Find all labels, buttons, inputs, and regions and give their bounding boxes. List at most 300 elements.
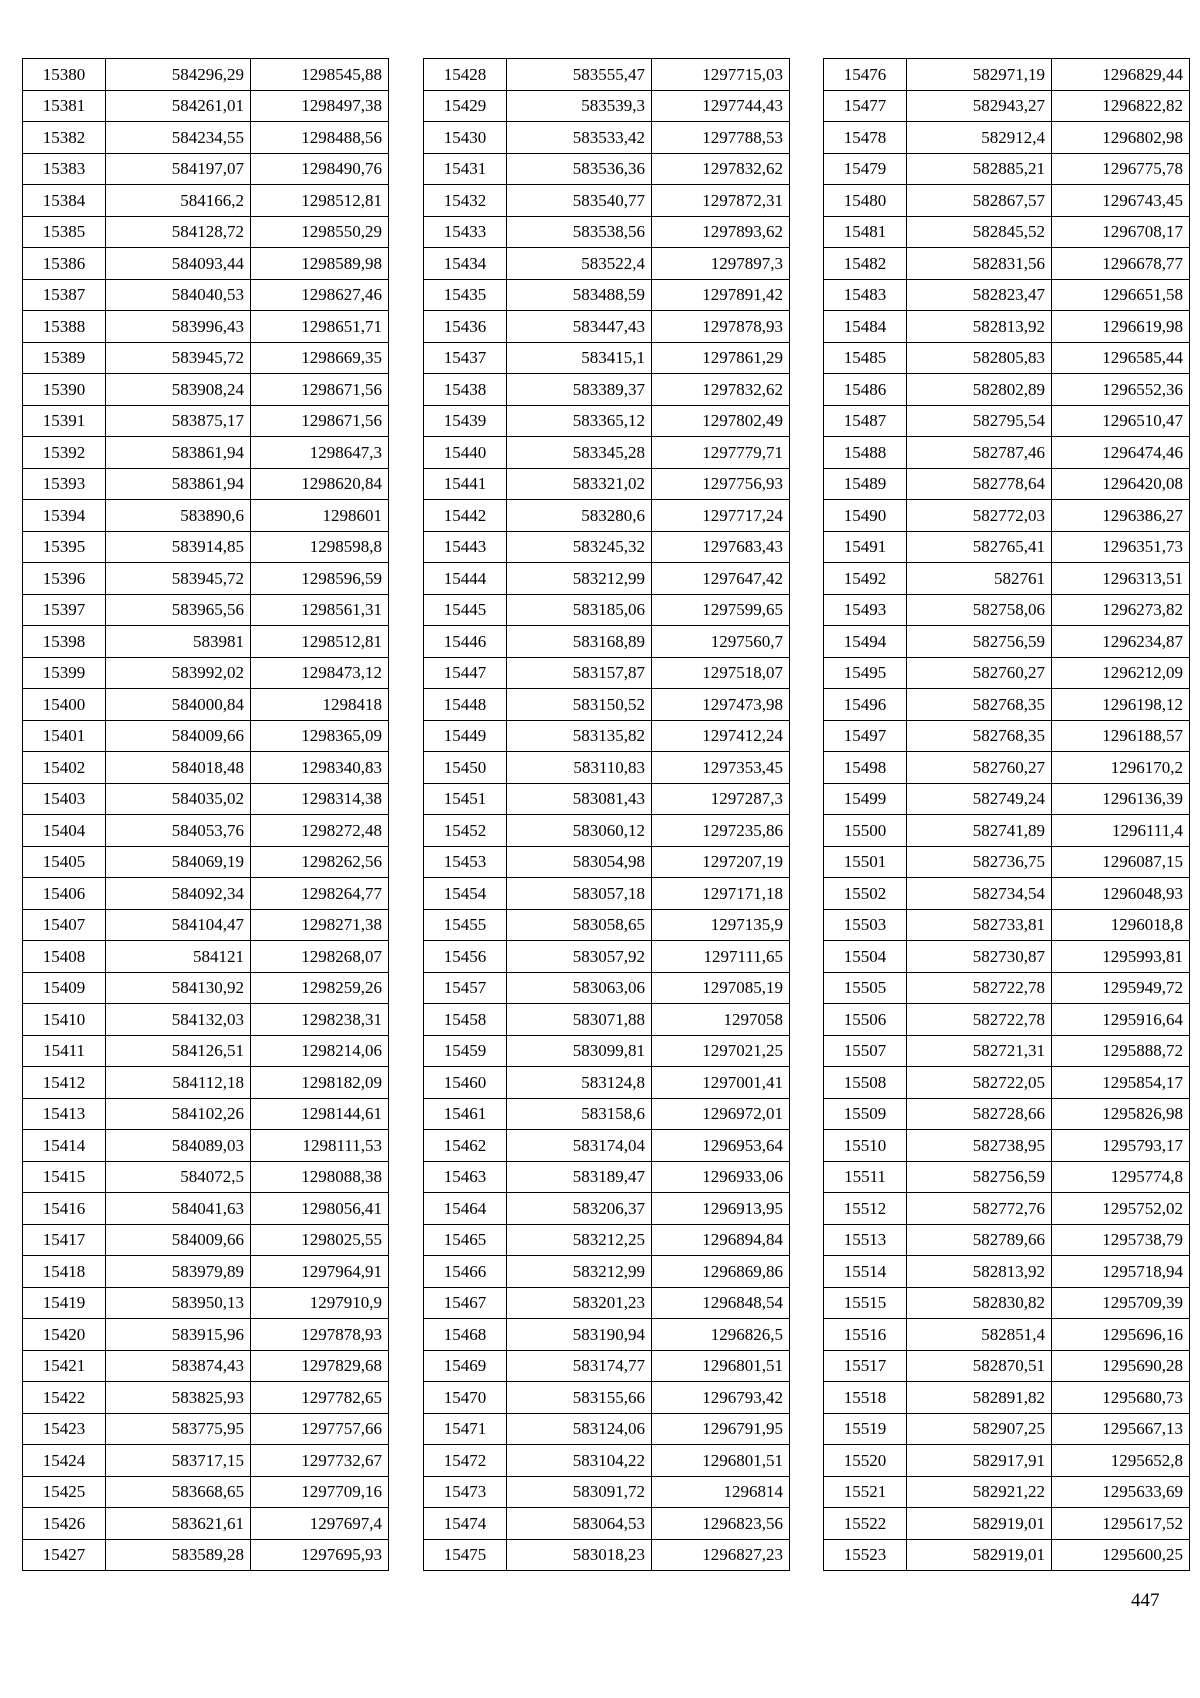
table-row: [23, 1382, 389, 1414]
x-coordinate-cell: 582943,27: [907, 90, 1052, 122]
point-number-cell: 15453: [424, 846, 507, 878]
point-number-cell: 15468: [424, 1319, 507, 1351]
point-number-cell: 15481: [824, 216, 907, 248]
y-coordinate-cell: 1297697,4: [251, 1508, 389, 1540]
point-number-cell: 15441: [424, 468, 507, 500]
y-coordinate-cell: 1298651,71: [251, 311, 389, 343]
table-row: [824, 1098, 1190, 1130]
x-coordinate-cell: 583825,93: [106, 1382, 251, 1414]
point-number-cell: 15381: [23, 90, 106, 122]
table-row: [23, 1161, 389, 1193]
table-row: [424, 752, 790, 784]
y-coordinate-cell: 1298473,12: [251, 657, 389, 689]
x-coordinate-cell: 584009,66: [106, 1224, 251, 1256]
y-coordinate-cell: 1296198,12: [1052, 689, 1190, 721]
table-row: [424, 1413, 790, 1445]
x-coordinate-cell: 583488,59: [507, 279, 652, 311]
point-number-cell: 15493: [824, 594, 907, 626]
x-coordinate-cell: 582912,4: [907, 122, 1052, 154]
table-row: [824, 720, 1190, 752]
table-row: [424, 531, 790, 563]
table-row: [424, 311, 790, 343]
x-coordinate-cell: 583212,99: [507, 563, 652, 595]
table-row: [824, 1004, 1190, 1036]
table-row: [824, 216, 1190, 248]
point-number-cell: 15425: [23, 1476, 106, 1508]
table-row: [424, 1193, 790, 1225]
x-coordinate-cell: 583212,25: [507, 1224, 652, 1256]
page-number: 447: [1131, 1590, 1160, 1611]
x-coordinate-cell: 583058,65: [507, 909, 652, 941]
table-row: [824, 909, 1190, 941]
table-row: [424, 815, 790, 847]
table-row: [23, 941, 389, 973]
x-coordinate-cell: 583124,06: [507, 1413, 652, 1445]
point-number-cell: 15397: [23, 594, 106, 626]
y-coordinate-cell: 1296170,2: [1052, 752, 1190, 784]
y-coordinate-cell: 1296953,64: [652, 1130, 790, 1162]
point-number-cell: 15485: [824, 342, 907, 374]
y-coordinate-cell: 1297832,62: [652, 153, 790, 185]
table-row: [824, 1035, 1190, 1067]
point-number-cell: 15388: [23, 311, 106, 343]
point-number-cell: 15387: [23, 279, 106, 311]
table-row: [23, 1287, 389, 1319]
x-coordinate-cell: 582722,78: [907, 1004, 1052, 1036]
point-number-cell: 15380: [23, 59, 106, 91]
x-coordinate-cell: 584166,2: [106, 185, 251, 217]
point-number-cell: 15390: [23, 374, 106, 406]
y-coordinate-cell: 1296018,8: [1052, 909, 1190, 941]
x-coordinate-cell: 583539,3: [507, 90, 652, 122]
x-coordinate-cell: 583158,6: [507, 1098, 652, 1130]
y-coordinate-cell: 1296972,01: [652, 1098, 790, 1130]
table-row: [23, 815, 389, 847]
table-row: [824, 1445, 1190, 1477]
table-row: [23, 909, 389, 941]
y-coordinate-cell: 1295600,25: [1052, 1539, 1190, 1571]
x-coordinate-cell: 583915,96: [106, 1319, 251, 1351]
point-number-cell: 15421: [23, 1350, 106, 1382]
y-coordinate-cell: 1296814: [652, 1476, 790, 1508]
point-number-cell: 15429: [424, 90, 507, 122]
table-row: [424, 1287, 790, 1319]
coordinate-table-2: [423, 58, 790, 1571]
y-coordinate-cell: 1295916,64: [1052, 1004, 1190, 1036]
point-number-cell: 15512: [824, 1193, 907, 1225]
table-row: [424, 153, 790, 185]
x-coordinate-cell: 583540,77: [507, 185, 652, 217]
x-coordinate-cell: 584128,72: [106, 216, 251, 248]
y-coordinate-cell: 1298259,26: [251, 972, 389, 1004]
table-row: [824, 1476, 1190, 1508]
point-number-cell: 15413: [23, 1098, 106, 1130]
table-row: [23, 216, 389, 248]
table-row: [824, 374, 1190, 406]
x-coordinate-cell: 583965,56: [106, 594, 251, 626]
y-coordinate-cell: 1296829,44: [1052, 59, 1190, 91]
x-coordinate-cell: 583533,42: [507, 122, 652, 154]
point-number-cell: 15412: [23, 1067, 106, 1099]
x-coordinate-cell: 582917,91: [907, 1445, 1052, 1477]
y-coordinate-cell: 1298340,83: [251, 752, 389, 784]
y-coordinate-cell: 1297647,42: [652, 563, 790, 595]
point-number-cell: 15502: [824, 878, 907, 910]
point-number-cell: 15431: [424, 153, 507, 185]
point-number-cell: 15496: [824, 689, 907, 721]
y-coordinate-cell: 1296585,44: [1052, 342, 1190, 374]
table-row: [23, 1130, 389, 1162]
x-coordinate-cell: 583861,94: [106, 437, 251, 469]
point-number-cell: 15459: [424, 1035, 507, 1067]
y-coordinate-cell: 1298669,35: [251, 342, 389, 374]
x-coordinate-cell: 582802,89: [907, 374, 1052, 406]
table-row: [23, 1067, 389, 1099]
x-coordinate-cell: 582813,92: [907, 311, 1052, 343]
table-row: [824, 1067, 1190, 1099]
y-coordinate-cell: 1297744,43: [652, 90, 790, 122]
x-coordinate-cell: 583064,53: [507, 1508, 652, 1540]
table-row: [824, 752, 1190, 784]
x-coordinate-cell: 583124,8: [507, 1067, 652, 1099]
x-coordinate-cell: 582760,27: [907, 752, 1052, 784]
point-number-cell: 15399: [23, 657, 106, 689]
y-coordinate-cell: 1296933,06: [652, 1161, 790, 1193]
table-row: [424, 689, 790, 721]
table-row: [824, 1319, 1190, 1351]
table-row: [424, 1035, 790, 1067]
y-coordinate-cell: 1298598,8: [251, 531, 389, 563]
x-coordinate-cell: 583365,12: [507, 405, 652, 437]
point-number-cell: 15433: [424, 216, 507, 248]
table-row: [824, 1539, 1190, 1571]
x-coordinate-cell: 582830,82: [907, 1287, 1052, 1319]
point-number-cell: 15430: [424, 122, 507, 154]
y-coordinate-cell: 1296273,82: [1052, 594, 1190, 626]
y-coordinate-cell: 1297732,67: [251, 1445, 389, 1477]
y-coordinate-cell: 1296048,93: [1052, 878, 1190, 910]
x-coordinate-cell: 583057,18: [507, 878, 652, 910]
x-coordinate-cell: 582728,66: [907, 1098, 1052, 1130]
table-row: [824, 1161, 1190, 1193]
x-coordinate-cell: 582867,57: [907, 185, 1052, 217]
x-coordinate-cell: 583063,06: [507, 972, 652, 1004]
point-number-cell: 15442: [424, 500, 507, 532]
table-row: [824, 59, 1190, 91]
x-coordinate-cell: 583536,36: [507, 153, 652, 185]
y-coordinate-cell: 1296386,27: [1052, 500, 1190, 532]
table-row: [23, 657, 389, 689]
x-coordinate-cell: 584040,53: [106, 279, 251, 311]
x-coordinate-cell: 582772,03: [907, 500, 1052, 532]
table-row: [824, 941, 1190, 973]
y-coordinate-cell: 1298490,76: [251, 153, 389, 185]
y-coordinate-cell: 1297287,3: [652, 783, 790, 815]
point-number-cell: 15467: [424, 1287, 507, 1319]
table-row: [23, 1350, 389, 1382]
y-coordinate-cell: 1297473,98: [652, 689, 790, 721]
table-row: [824, 563, 1190, 595]
x-coordinate-cell: 583071,88: [507, 1004, 652, 1036]
point-number-cell: 15404: [23, 815, 106, 847]
point-number-cell: 15469: [424, 1350, 507, 1382]
point-number-cell: 15506: [824, 1004, 907, 1036]
x-coordinate-cell: 582733,81: [907, 909, 1052, 941]
x-coordinate-cell: 583979,89: [106, 1256, 251, 1288]
x-coordinate-cell: 584104,47: [106, 909, 251, 941]
table-row: [424, 1067, 790, 1099]
x-coordinate-cell: 582760,27: [907, 657, 1052, 689]
y-coordinate-cell: 1295690,28: [1052, 1350, 1190, 1382]
y-coordinate-cell: 1296651,58: [1052, 279, 1190, 311]
x-coordinate-cell: 583104,22: [507, 1445, 652, 1477]
table-row: [424, 1319, 790, 1351]
table-row: [824, 1350, 1190, 1382]
table-row: [824, 468, 1190, 500]
point-number-cell: 15472: [424, 1445, 507, 1477]
y-coordinate-cell: 1298262,56: [251, 846, 389, 878]
point-number-cell: 15386: [23, 248, 106, 280]
point-number-cell: 15463: [424, 1161, 507, 1193]
y-coordinate-cell: 1296552,36: [1052, 374, 1190, 406]
table-row: [23, 626, 389, 658]
x-coordinate-cell: 582845,52: [907, 216, 1052, 248]
point-number-cell: 15384: [23, 185, 106, 217]
x-coordinate-cell: 582765,41: [907, 531, 1052, 563]
table-row: [824, 90, 1190, 122]
table-row: [424, 1256, 790, 1288]
table-row: [23, 405, 389, 437]
table-row: [424, 122, 790, 154]
y-coordinate-cell: 1298182,09: [251, 1067, 389, 1099]
y-coordinate-cell: 1297518,07: [652, 657, 790, 689]
x-coordinate-cell: 583081,43: [507, 783, 652, 815]
point-number-cell: 15487: [824, 405, 907, 437]
y-coordinate-cell: 1298056,41: [251, 1193, 389, 1225]
y-coordinate-cell: 1297878,93: [251, 1319, 389, 1351]
point-number-cell: 15407: [23, 909, 106, 941]
table-row: [23, 342, 389, 374]
point-number-cell: 15444: [424, 563, 507, 595]
point-number-cell: 15520: [824, 1445, 907, 1477]
y-coordinate-cell: 1295752,02: [1052, 1193, 1190, 1225]
table-row: [824, 1256, 1190, 1288]
point-number-cell: 15489: [824, 468, 907, 500]
table-row: [23, 1004, 389, 1036]
x-coordinate-cell: 582734,54: [907, 878, 1052, 910]
table-row: [424, 626, 790, 658]
y-coordinate-cell: 1296894,84: [652, 1224, 790, 1256]
point-number-cell: 15476: [824, 59, 907, 91]
table-row: [424, 1382, 790, 1414]
x-coordinate-cell: 583538,56: [507, 216, 652, 248]
point-number-cell: 15452: [424, 815, 507, 847]
y-coordinate-cell: 1297779,71: [652, 437, 790, 469]
y-coordinate-cell: 1297709,16: [251, 1476, 389, 1508]
x-coordinate-cell: 582787,46: [907, 437, 1052, 469]
point-number-cell: 15448: [424, 689, 507, 721]
y-coordinate-cell: 1298620,84: [251, 468, 389, 500]
x-coordinate-cell: 583054,98: [507, 846, 652, 878]
table-row: [23, 1319, 389, 1351]
y-coordinate-cell: 1295709,39: [1052, 1287, 1190, 1319]
x-coordinate-cell: 582778,64: [907, 468, 1052, 500]
y-coordinate-cell: 1296793,42: [652, 1382, 790, 1414]
point-number-cell: 15443: [424, 531, 507, 563]
point-number-cell: 15460: [424, 1067, 507, 1099]
table-row: [424, 657, 790, 689]
point-number-cell: 15402: [23, 752, 106, 784]
y-coordinate-cell: 1298512,81: [251, 185, 389, 217]
table-row: [23, 594, 389, 626]
x-coordinate-cell: 583861,94: [106, 468, 251, 500]
y-coordinate-cell: 1297715,03: [652, 59, 790, 91]
x-coordinate-cell: 582885,21: [907, 153, 1052, 185]
y-coordinate-cell: 1295826,98: [1052, 1098, 1190, 1130]
y-coordinate-cell: 1296869,86: [652, 1256, 790, 1288]
table-row: [824, 122, 1190, 154]
y-coordinate-cell: 1296474,46: [1052, 437, 1190, 469]
table-row: [23, 563, 389, 595]
point-number-cell: 15471: [424, 1413, 507, 1445]
table-row: [824, 437, 1190, 469]
point-number-cell: 15400: [23, 689, 106, 721]
point-number-cell: 15446: [424, 626, 507, 658]
point-number-cell: 15420: [23, 1319, 106, 1351]
point-number-cell: 15474: [424, 1508, 507, 1540]
y-coordinate-cell: 1296823,56: [652, 1508, 790, 1540]
y-coordinate-cell: 1298271,38: [251, 909, 389, 941]
x-coordinate-cell: 582795,54: [907, 405, 1052, 437]
point-number-cell: 15511: [824, 1161, 907, 1193]
x-coordinate-cell: 583018,23: [507, 1539, 652, 1571]
point-number-cell: 15434: [424, 248, 507, 280]
point-number-cell: 15389: [23, 342, 106, 374]
point-number-cell: 15510: [824, 1130, 907, 1162]
table-row: [824, 500, 1190, 532]
x-coordinate-cell: 582919,01: [907, 1539, 1052, 1571]
x-coordinate-cell: 582813,92: [907, 1256, 1052, 1288]
point-number-cell: 15477: [824, 90, 907, 122]
point-number-cell: 15494: [824, 626, 907, 658]
table-row: [424, 941, 790, 973]
y-coordinate-cell: 1298488,56: [251, 122, 389, 154]
x-coordinate-cell: 582921,22: [907, 1476, 1052, 1508]
y-coordinate-cell: 1297135,9: [652, 909, 790, 941]
point-number-cell: 15457: [424, 972, 507, 1004]
y-coordinate-cell: 1297893,62: [652, 216, 790, 248]
x-coordinate-cell: 583206,37: [507, 1193, 652, 1225]
y-coordinate-cell: 1295718,94: [1052, 1256, 1190, 1288]
x-coordinate-cell: 582870,51: [907, 1350, 1052, 1382]
point-number-cell: 15383: [23, 153, 106, 185]
y-coordinate-cell: 1298627,46: [251, 279, 389, 311]
x-coordinate-cell: 582738,95: [907, 1130, 1052, 1162]
x-coordinate-cell: 583981: [106, 626, 251, 658]
table-row: [23, 689, 389, 721]
y-coordinate-cell: 1297058: [652, 1004, 790, 1036]
x-coordinate-cell: 583212,99: [507, 1256, 652, 1288]
table-row: [824, 815, 1190, 847]
x-coordinate-cell: 583555,47: [507, 59, 652, 91]
y-coordinate-cell: 1296619,98: [1052, 311, 1190, 343]
y-coordinate-cell: 1296136,39: [1052, 783, 1190, 815]
y-coordinate-cell: 1298314,38: [251, 783, 389, 815]
x-coordinate-cell: 582772,76: [907, 1193, 1052, 1225]
y-coordinate-cell: 1296827,23: [652, 1539, 790, 1571]
table-row: [424, 342, 790, 374]
point-number-cell: 15501: [824, 846, 907, 878]
y-coordinate-cell: 1295993,81: [1052, 941, 1190, 973]
table-row: [23, 878, 389, 910]
x-coordinate-cell: 583589,28: [106, 1539, 251, 1571]
point-number-cell: 15500: [824, 815, 907, 847]
point-number-cell: 15414: [23, 1130, 106, 1162]
x-coordinate-cell: 584130,92: [106, 972, 251, 1004]
table-row: [23, 1539, 389, 1571]
table-row: [424, 1130, 790, 1162]
point-number-cell: 15394: [23, 500, 106, 532]
y-coordinate-cell: 1298418: [251, 689, 389, 721]
x-coordinate-cell: 582730,87: [907, 941, 1052, 973]
x-coordinate-cell: 583157,87: [507, 657, 652, 689]
y-coordinate-cell: 1298550,29: [251, 216, 389, 248]
table-row: [23, 468, 389, 500]
y-coordinate-cell: 1298589,98: [251, 248, 389, 280]
x-coordinate-cell: 583914,85: [106, 531, 251, 563]
point-number-cell: 15408: [23, 941, 106, 973]
x-coordinate-cell: 583110,83: [507, 752, 652, 784]
y-coordinate-cell: 1298238,31: [251, 1004, 389, 1036]
table-row: [824, 185, 1190, 217]
point-number-cell: 15456: [424, 941, 507, 973]
table-row: [23, 59, 389, 91]
x-coordinate-cell: 583189,47: [507, 1161, 652, 1193]
point-number-cell: 15505: [824, 972, 907, 1004]
x-coordinate-cell: 583245,32: [507, 531, 652, 563]
point-number-cell: 15435: [424, 279, 507, 311]
x-coordinate-cell: 582741,89: [907, 815, 1052, 847]
y-coordinate-cell: 1295738,79: [1052, 1224, 1190, 1256]
y-coordinate-cell: 1297788,53: [652, 122, 790, 154]
table-row: [824, 1382, 1190, 1414]
x-coordinate-cell: 584126,51: [106, 1035, 251, 1067]
table-row: [23, 1256, 389, 1288]
table-row: [824, 594, 1190, 626]
point-number-cell: 15515: [824, 1287, 907, 1319]
table-row: [824, 405, 1190, 437]
y-coordinate-cell: 1295888,72: [1052, 1035, 1190, 1067]
y-coordinate-cell: 1295617,52: [1052, 1508, 1190, 1540]
y-coordinate-cell: 1296913,95: [652, 1193, 790, 1225]
table-row: [23, 1476, 389, 1508]
point-number-cell: 15480: [824, 185, 907, 217]
y-coordinate-cell: 1297891,42: [652, 279, 790, 311]
point-number-cell: 15406: [23, 878, 106, 910]
y-coordinate-cell: 1298111,53: [251, 1130, 389, 1162]
y-coordinate-cell: 1296234,87: [1052, 626, 1190, 658]
x-coordinate-cell: 584041,63: [106, 1193, 251, 1225]
x-coordinate-cell: 584069,19: [106, 846, 251, 878]
point-number-cell: 15427: [23, 1539, 106, 1571]
x-coordinate-cell: 582919,01: [907, 1508, 1052, 1540]
table-row: [23, 752, 389, 784]
x-coordinate-cell: 583996,43: [106, 311, 251, 343]
x-coordinate-cell: 583775,95: [106, 1413, 251, 1445]
point-number-cell: 15454: [424, 878, 507, 910]
point-number-cell: 15464: [424, 1193, 507, 1225]
y-coordinate-cell: 1297897,3: [652, 248, 790, 280]
